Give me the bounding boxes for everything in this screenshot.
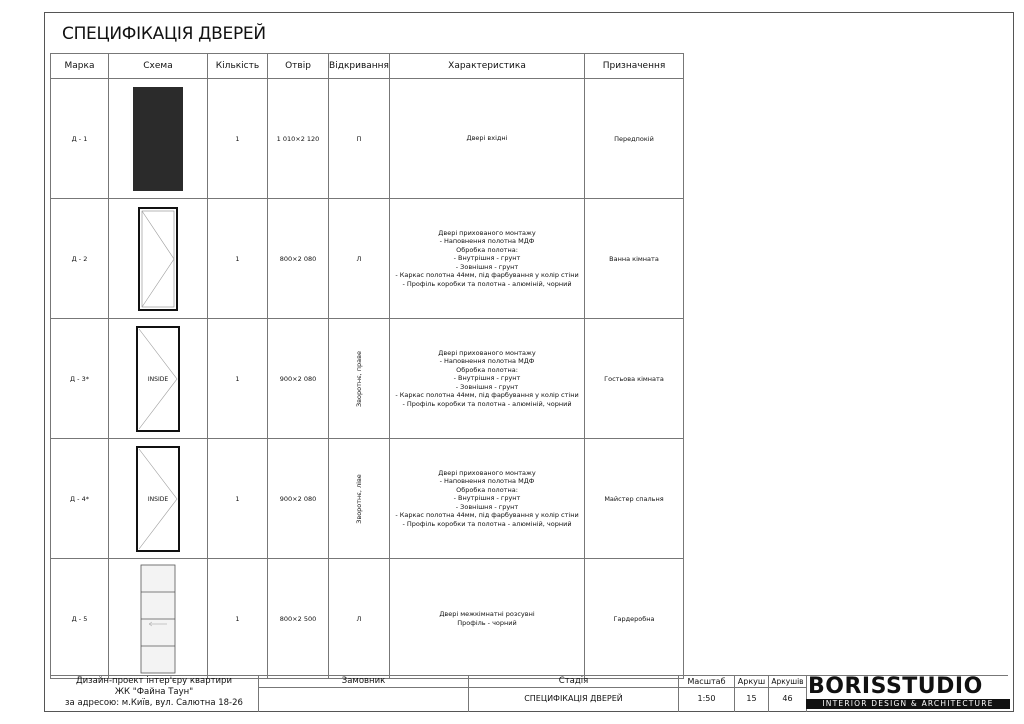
- door-mark: Д - 4*: [51, 439, 109, 559]
- logo-wordmark: BORISSTUDIO: [808, 674, 983, 699]
- door-swing: П: [329, 79, 390, 199]
- sheet-value: 15: [746, 694, 757, 703]
- door-quantity: 1: [208, 559, 268, 679]
- door-mark: Д - 3*: [51, 319, 109, 439]
- door-opening: 1 010×2 120: [268, 79, 329, 199]
- header-mark: Марка: [51, 54, 109, 79]
- studio-logo: [806, 676, 1010, 710]
- door-purpose: Ванна кімната: [585, 199, 684, 319]
- door-swing: Зворотнє, ліве: [329, 439, 390, 559]
- customer-label: Замовник: [341, 676, 386, 686]
- header-swing: Відкривання: [329, 54, 390, 79]
- door-characteristics: Двері межкімнатні розсувні Профіль - чорний: [390, 559, 585, 679]
- door-characteristics: Двері прихованого монтажу - Наповнення полотна МДФ Обробка полотна: - Внутрішня - грунт - Зовнішня - грунт - Каркас полотна 44мм, під фарбування у колір стіни - Профіль коробки та полотна - алюміній, чорний: [390, 439, 585, 559]
- table-row: [51, 319, 684, 439]
- door-spec-table: [50, 53, 684, 679]
- door-opening: 900×2 080: [268, 319, 329, 439]
- door-quantity: 1: [208, 79, 268, 199]
- header-opening: Отвір: [268, 54, 329, 79]
- project-title: Дизайн-проект інтер'єру квартири: [76, 676, 232, 686]
- table-header-row: [51, 54, 684, 79]
- door-quantity: 1: [208, 199, 268, 319]
- door-opening: 800×2 080: [268, 199, 329, 319]
- project-complex: ЖК "Файна Таун": [114, 687, 194, 697]
- stage-value: СПЕЦИФІКАЦІЯ ДВЕРЕЙ: [524, 694, 623, 703]
- stage-label: Стадія: [558, 676, 589, 686]
- header-purpose: Призначення: [585, 54, 684, 79]
- project-address: за адресою: м.Київ, вул. Салютна 18-26: [65, 698, 243, 708]
- sheets-value: 46: [782, 694, 793, 703]
- door-mark: Д - 1: [51, 79, 109, 199]
- table-row: [51, 559, 684, 679]
- door-scheme: [109, 319, 208, 439]
- solid-door-icon: [132, 86, 184, 192]
- door-mark: Д - 5: [51, 559, 109, 679]
- door-scheme: [109, 559, 208, 679]
- scale-value: 1:50: [697, 694, 716, 703]
- door-purpose: Передпокій: [585, 79, 684, 199]
- door-opening: 900×2 080: [268, 439, 329, 559]
- door-scheme: [109, 199, 208, 319]
- logo-tagline: INTERIOR DESIGN & ARCHITECTURE: [806, 699, 1010, 709]
- header-characteristics: Характеристика: [390, 54, 585, 79]
- sliding-door-icon: [140, 564, 176, 674]
- door-characteristics: Двері прихованого монтажу - Наповнення полотна МДФ Обробка полотна: - Внутрішня - грунт - Зовнішня - грунт - Каркас полотна 44мм, під фарбування у колір стіни - Профіль коробки та полотна - алюміній, чорний: [390, 199, 585, 319]
- door-swing: Л: [329, 559, 390, 679]
- scale-label: Масштаб: [687, 677, 726, 686]
- project-info: [50, 676, 258, 712]
- door-purpose: Гостьова кімната: [585, 319, 684, 439]
- door-purpose: Гардеробна: [585, 559, 684, 679]
- inside-label: INSIDE: [147, 495, 169, 503]
- sheets-cell: [768, 676, 806, 712]
- inside-door-icon: [136, 326, 180, 432]
- sheets-label: Аркушів: [771, 677, 804, 686]
- table-row: [51, 79, 684, 199]
- door-quantity: 1: [208, 319, 268, 439]
- sheet-label: Аркуш: [737, 677, 766, 686]
- door-swing: Л: [329, 199, 390, 319]
- door-mark: Д - 2: [51, 199, 109, 319]
- header-scheme: Схема: [109, 54, 208, 79]
- door-characteristics: Двері прихованого монтажу - Наповнення полотна МДФ Обробка полотна: - Внутрішня - грунт - Зовнішня - грунт - Каркас полотна 44мм, під фарбування у колір стіни - Профіль коробки та полотна - алюміній, чорний: [390, 319, 585, 439]
- door-swing: Зворотнє, праве: [329, 319, 390, 439]
- door-scheme: [109, 439, 208, 559]
- stage-cell: [468, 676, 678, 712]
- inside-door-icon: [136, 446, 180, 552]
- footer-mid-line-right: [678, 687, 806, 688]
- door-scheme: [109, 79, 208, 199]
- header-quantity: Кількість: [208, 54, 268, 79]
- customer-cell: [258, 676, 468, 712]
- hinged-door-icon: [138, 207, 178, 311]
- sheet-cell: [734, 676, 768, 712]
- table-row: [51, 439, 684, 559]
- door-quantity: 1: [208, 439, 268, 559]
- scale-cell: [678, 676, 734, 712]
- door-characteristics: Двері вхідні: [390, 79, 585, 199]
- table-row: [51, 199, 684, 319]
- page-title: СПЕЦИФІКАЦІЯ ДВЕРЕЙ: [62, 24, 266, 44]
- inside-label: INSIDE: [147, 375, 169, 383]
- door-opening: 800×2 500: [268, 559, 329, 679]
- door-purpose: Майстер спальня: [585, 439, 684, 559]
